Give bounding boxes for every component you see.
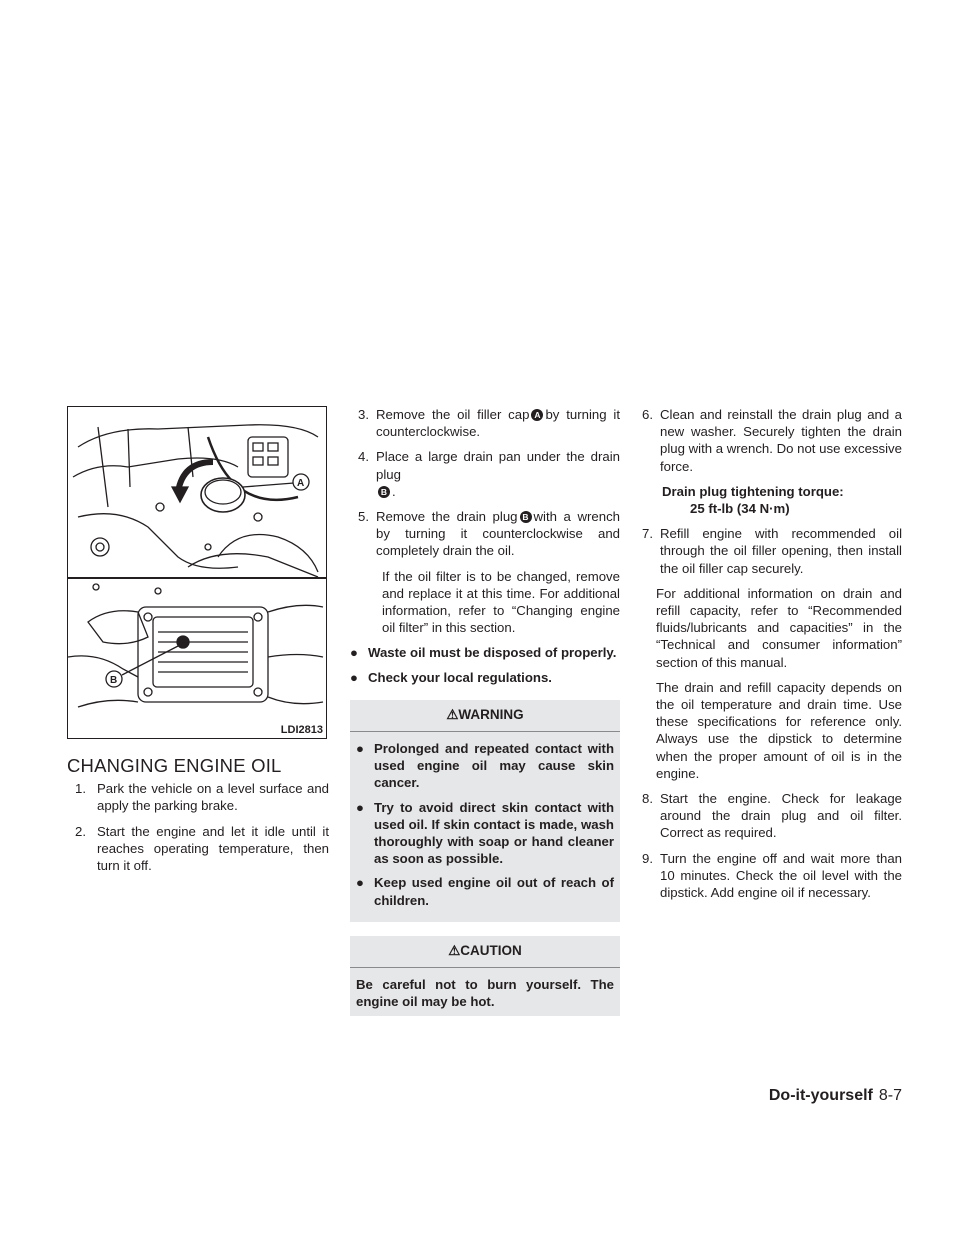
- step-6: [634, 406, 902, 475]
- step-number: 7.: [642, 526, 653, 542]
- callout-b-icon: B: [520, 511, 532, 523]
- step-1: [67, 780, 329, 814]
- step-text: Remove the oil filler cap: [376, 407, 530, 422]
- step-5: [350, 508, 620, 560]
- step-number: 4.: [358, 449, 369, 465]
- caution-box: [350, 936, 620, 1017]
- step-text: Start the engine and let it idle until it reaches operating temperature, then turn it off.: [97, 823, 329, 874]
- bullet-icon: ●: [356, 741, 364, 757]
- step-text: Start the engine. Check for leakage around the drain plug and oil filter. Correct as required.: [660, 791, 902, 841]
- page-number: 8-7: [878, 1087, 902, 1104]
- caution-text: Be careful not to burn yourself. The engine oil may be hot.: [356, 977, 614, 1010]
- warning-title: WARNING: [458, 706, 524, 722]
- warning-item: ● Prolonged and repeated contact with used engine oil may cause skin cancer.: [356, 741, 614, 791]
- label-b: B: [110, 675, 118, 686]
- step-text: with a wrench by turning it counterclockwise and completely drain the oil.: [376, 509, 620, 559]
- step-8: [634, 790, 902, 842]
- step-number: 8.: [642, 791, 653, 807]
- step-text: Refill engine with recommended oil through the oil filler opening, then install the oil filler cap securely.: [660, 526, 902, 576]
- step-7-note-1: For additional information on drain and refill capacity, refer to “Recommended fluids/lubricants and capacities” in the “Technical and consumer information” section of this manual.: [656, 585, 902, 670]
- caution-title: CAUTION: [460, 942, 522, 958]
- step-text: by turning it counterclockwise.: [376, 407, 620, 440]
- step-7: [634, 525, 902, 577]
- callout-b-icon: B: [378, 486, 390, 498]
- torque-value: 25 ft-lb (34 N·m): [690, 501, 790, 517]
- step-text: Clean and reinstall the drain plug and a new washer. Securely tighten the drain plug with a wrench. Do not use excessive force.: [660, 407, 902, 474]
- section-title: CHANGING ENGINE OIL: [67, 755, 282, 776]
- step-text: .: [392, 483, 396, 499]
- footer-section: Do-it-yourself: [768, 1087, 873, 1104]
- step-4: [350, 448, 620, 500]
- bullet-item: ● Waste oil must be disposed of properly.: [350, 645, 617, 661]
- step-7-note-2: The drain and refill capacity depends on the oil temperature and drain time. Use these specifications for reference only. Always use the dipstick to determine when the proper amount of oil is in the engine.: [656, 679, 902, 781]
- step-text: Remove the drain plug: [376, 509, 518, 525]
- column-3: [634, 406, 902, 909]
- step-text: Turn the engine off and wait more than 10 minutes. Check the oil level with the dipstick. Add engine oil if necessary.: [660, 850, 902, 901]
- page-footer: [769, 1087, 902, 1105]
- warning-box: [350, 700, 620, 922]
- step-number: 6.: [642, 407, 653, 422]
- bullet-item: ● Check your local regulations.: [350, 669, 552, 685]
- step-3: [350, 406, 620, 440]
- warning-item: ● Keep used engine oil out of reach of children.: [356, 875, 614, 908]
- bullet-icon: ●: [350, 645, 358, 661]
- step-number: 1.: [75, 781, 86, 797]
- bullet-icon: ●: [356, 799, 364, 815]
- bullet-icon: ●: [356, 875, 364, 891]
- step-number: 3.: [358, 407, 369, 422]
- label-a: A: [297, 478, 305, 489]
- step-number: 9.: [642, 850, 653, 866]
- callout-a-icon: A: [531, 409, 543, 421]
- warning-triangle-icon: ⚠: [446, 706, 459, 722]
- step-text: Place a large drain pan under the drain plug: [376, 449, 620, 482]
- torque-spec: [662, 483, 902, 517]
- engine-illustration: [67, 406, 327, 739]
- step-2: [67, 823, 329, 875]
- figure-code: LDI2813: [280, 724, 323, 736]
- engine-drawing: [68, 407, 326, 738]
- bullet-icon: ●: [350, 669, 358, 685]
- warning-item: ● Try to avoid direct skin contact with used oil. If skin contact is made, wash thoroughly with soap or hand cleaner as soon as possible.: [356, 799, 614, 867]
- step-number: 5.: [358, 509, 369, 525]
- step-9: [634, 850, 902, 902]
- step-5-note: If the oil filter is to be changed, remove and replace it at this time. For additional information, refer to “Changing engine oil filter” in this section.: [382, 568, 620, 636]
- torque-label: Drain plug tightening torque:: [662, 483, 844, 499]
- column-2: [350, 406, 620, 1016]
- warning-triangle-icon: ⚠: [448, 942, 461, 958]
- step-text: Park the vehicle on a level surface and apply the parking brake.: [97, 781, 329, 814]
- column-1: [67, 743, 329, 882]
- step-number: 2.: [75, 823, 86, 839]
